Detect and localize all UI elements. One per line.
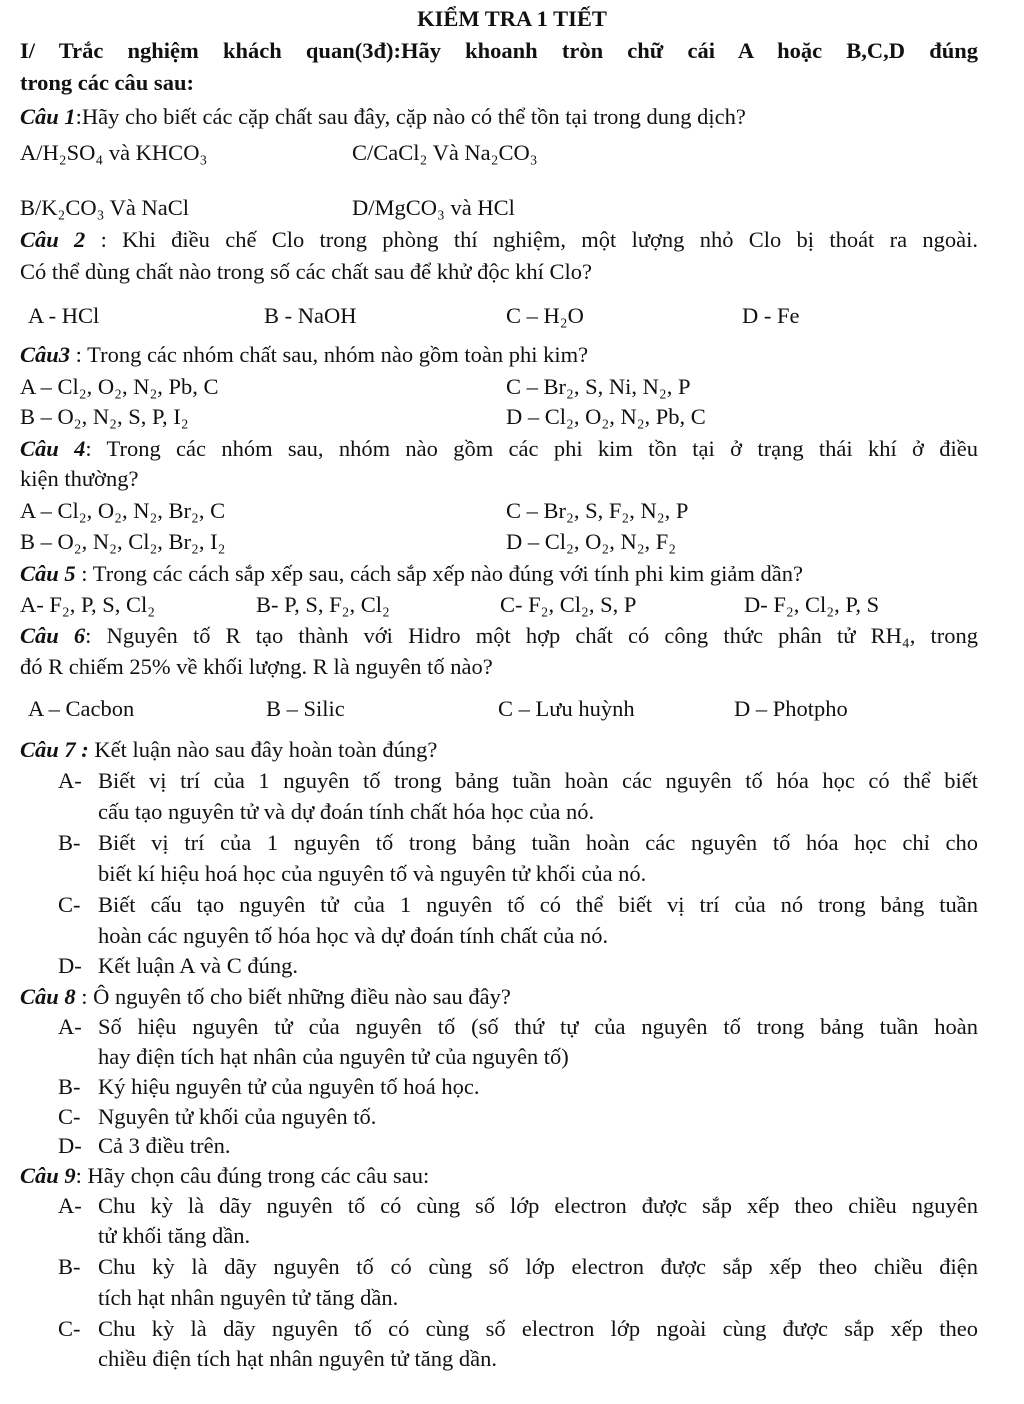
q8-option-b[interactable]: Ký hiệu nguyên tử của nguyên tố hoá học. [98,1074,480,1099]
q9-option-c-cont: chiều điện tích hạt nhân nguyên tử tăng dần. [98,1346,497,1371]
question-text: : Trong các cách sắp xếp sau, cách sắp xếp nào đúng với tính phi kim giảm dần? [75,561,804,586]
q4-option-c[interactable]: C – Br₂, S, F₂, N₂, P [506,498,689,523]
q8-option-b-marker[interactable]: B- [58,1074,81,1099]
q8-option-a[interactable]: Số hiệu nguyên tử của nguyên tố (số thứ tự của nguyên tố trong bảng tuần hoàn [98,1014,978,1039]
q2-option-b[interactable]: B - NaOH [264,303,357,328]
q9-option-b-cont: tích hạt nhân nguyên tử tăng dần. [98,1285,399,1310]
question-2-cont: Có thể dùng chất nào trong số các chất sau để khử độc khí Clo? [20,259,593,284]
question-3 [20,344,978,367]
question-text: : Trong các nhóm sau, nhóm nào gồm các phi kim tồn tại ở trạng thái khí ở điều [85,436,978,461]
q2-option-d[interactable]: D - Fe [742,303,800,328]
q6-option-a[interactable]: A – Cacbon [28,696,135,721]
q8-option-d-marker[interactable]: D- [58,1133,82,1158]
question-text: : Hãy chọn câu đúng trong các câu sau: [75,1163,430,1188]
question-label: Câu 4 [20,436,86,461]
q2-option-a[interactable]: A - HCl [28,303,100,328]
q9-option-c-marker[interactable]: C- [58,1316,81,1341]
q9-option-b-marker[interactable]: B- [58,1254,81,1279]
q3-option-d[interactable]: D – Cl₂, O₂, N₂, Pb, C [506,404,706,429]
question-label: Câu 9 [20,1163,76,1188]
question-text: : Ô nguyên tố cho biết những điều nào sau đây? [75,984,511,1009]
q6-option-c[interactable]: C – Lưu huỳnh [498,696,635,721]
q7-option-d-marker[interactable]: D- [58,953,82,978]
question-label: Câu 6 [20,623,86,648]
q1-option-d[interactable]: D/MgCO₃ và HCl [352,195,515,220]
question-label: Câu3 [20,342,71,367]
q5-option-a[interactable]: A- F₂, P, S, Cl₂ [20,592,156,617]
q1-option-a[interactable]: A/H₂SO₄ và KHCO₃ [20,140,208,165]
q3-option-c[interactable]: C – Br₂, S, Ni, N₂, P [506,374,691,399]
q6-option-b[interactable]: B – Silic [266,696,345,721]
q7-option-c-cont: hoàn các nguyên tố hóa học và dự đoán tính chất của nó. [98,923,609,948]
question-4-cont: kiện thường? [20,466,139,491]
q5-option-b[interactable]: B- P, S, F₂, Cl₂ [256,592,390,617]
q8-option-a-marker[interactable]: A- [58,1014,82,1039]
question-9 [20,1165,978,1188]
q5-option-d[interactable]: D- F₂, Cl₂, P, S [744,592,880,617]
q8-option-c-marker[interactable]: C- [58,1104,81,1129]
q3-option-b[interactable]: B – O₂, N₂, S, P, I₂ [20,404,189,429]
question-7 [20,739,978,762]
question-2 [20,229,978,252]
question-6-cont: đó R chiếm 25% về khối lượng. R là nguyên tố nào? [20,654,493,679]
q7-option-a-marker[interactable]: A- [58,768,82,793]
q8-option-a-cont: hay điện tích hạt nhân của nguyên tử của nguyên tố) [98,1044,569,1069]
q7-option-a-cont: cấu tạo nguyên tử và dự đoán tính chất hóa học của nó. [98,799,595,824]
question-text: Kết luận nào sau đây hoàn toàn đúng? [88,737,438,762]
q4-option-b[interactable]: B – O₂, N₂, Cl₂, Br₂, I₂ [20,529,226,554]
q9-option-c[interactable]: Chu kỳ là dãy nguyên tố có cùng số electron lớp ngoài cùng được sắp xếp theo [98,1316,978,1341]
question-text: : Trong các nhóm chất sau, nhóm nào gồm toàn phi kim? [70,342,589,367]
section-heading-cont: trong các câu sau: [20,70,194,95]
q7-option-d[interactable]: Kết luận A và C đúng. [98,953,298,978]
q9-option-a[interactable]: Chu kỳ là dãy nguyên tố có cùng số lớp electron được sắp xếp theo chiều nguyên [98,1193,978,1218]
q4-option-a[interactable]: A – Cl₂, O₂, N₂, Br₂, C [20,498,226,523]
question-6 [20,625,978,648]
q7-option-b[interactable]: Biết vị trí của 1 nguyên tố trong bảng tuần hoàn các nguyên tố hóa học chỉ cho [98,830,978,855]
question-8 [20,986,978,1009]
question-text: : Khi điều chế Clo trong phòng thí nghiệm, một lượng nhỏ Clo bị thoát ra ngoài. [85,227,978,252]
question-1 [20,106,978,129]
q7-option-c-marker[interactable]: C- [58,892,81,917]
q7-option-b-cont: biết kí hiệu hoá học của nguyên tố và nguyên tử khối của nó. [98,861,647,886]
q9-option-a-cont: tử khối tăng dần. [98,1223,251,1248]
q9-option-b[interactable]: Chu kỳ là dãy nguyên tố có cùng số lớp electron được sắp xếp theo chiều điện [98,1254,978,1279]
q1-option-c[interactable]: C/CaCl₂ Và Na₂CO₃ [352,140,538,165]
q7-option-c[interactable]: Biết cấu tạo nguyên tử của 1 nguyên tố có thể biết vị trí của nó trong bảng tuần [98,892,978,917]
q4-option-d[interactable]: D – Cl₂, O₂, N₂, F₂ [506,529,677,554]
question-label: Câu 7 : [20,737,89,762]
q8-option-d[interactable]: Cả 3 điều trên. [98,1133,231,1158]
q3-option-a[interactable]: A – Cl₂, O₂, N₂, Pb, C [20,374,219,399]
q7-option-a[interactable]: Biết vị trí của 1 nguyên tố trong bảng tuần hoàn các nguyên tố hóa học có thể biết [98,768,978,793]
q2-option-c[interactable]: C – H₂O [506,303,584,328]
section-heading: I/ Trắc nghiệm khách quan(3đ):Hãy khoanh tròn chữ cái A hoặc B,C,D đúng [20,38,978,63]
q9-option-a-marker[interactable]: A- [58,1193,82,1218]
question-label: Câu 2 [20,227,86,252]
question-label: Câu 1 [20,104,76,129]
question-text: :Hãy cho biết các cặp chất sau đây, cặp nào có thể tồn tại trong dung dịch? [75,104,746,129]
q6-option-d[interactable]: D – Photpho [734,696,848,721]
question-text: : Nguyên tố R tạo thành với Hidro một hợp chất có công thức phân tử RH₄, trong [85,623,978,648]
question-label: Câu 5 [20,561,76,586]
q5-option-c[interactable]: C- F₂, Cl₂, S, P [500,592,637,617]
page-title: KIỂM TRA 1 TIẾT [417,6,607,31]
question-4 [20,438,978,461]
question-5 [20,563,978,586]
question-label: Câu 8 [20,984,76,1009]
q1-option-b[interactable]: B/K₂CO₃ Và NaCl [20,195,190,220]
q8-option-c[interactable]: Nguyên tử khối của nguyên tố. [98,1104,377,1129]
q7-option-b-marker[interactable]: B- [58,830,81,855]
